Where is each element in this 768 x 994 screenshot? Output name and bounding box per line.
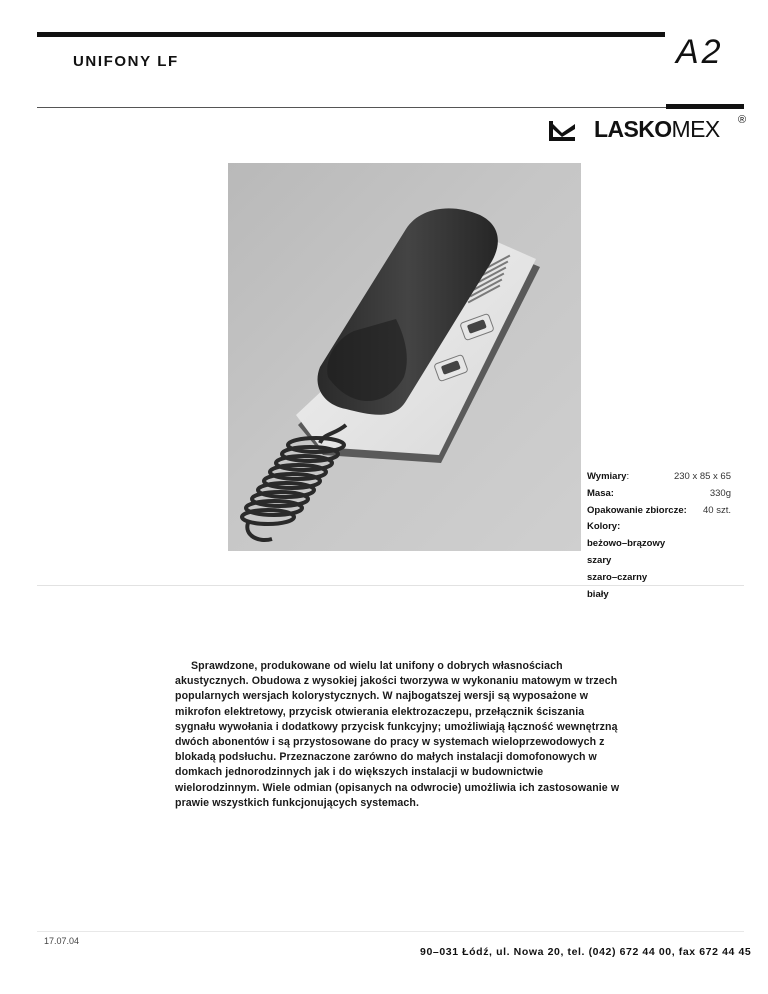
color-item: szaro–czarny xyxy=(587,571,648,583)
spec-separator: : xyxy=(626,471,630,482)
brand-name-regular: MEX xyxy=(671,116,720,142)
brand-name-bold: LASKO xyxy=(594,116,672,142)
page-title: UNIFONY LF xyxy=(73,53,179,70)
brand-wordmark xyxy=(594,116,720,143)
spec-row-mass xyxy=(587,486,731,503)
colors-label: Kolory: xyxy=(587,521,621,533)
spec-value: 40 szt. xyxy=(703,504,731,516)
color-item: beżowo–brązowy xyxy=(587,538,666,550)
registered-mark: ® xyxy=(738,114,747,126)
intercom-handset-image xyxy=(228,163,581,551)
spec-row-packaging xyxy=(587,503,731,520)
laskomex-logo-icon xyxy=(548,120,576,142)
color-item: szary xyxy=(587,554,612,566)
section-code-bar xyxy=(666,104,744,109)
spec-label: Opakowanie zbiorcze: xyxy=(587,504,687,516)
footer-divider xyxy=(37,931,744,932)
spec-label: Wymiary xyxy=(587,471,627,482)
product-description: Sprawdzone, produkowane od wielu lat unifony o dobrych własnościach akustycznych. Obudowa z wysokiej jakości tworzywa w wykonaniu matowym w trzech popularnych wersjach kolorystycznych. W najbogatszej wersji są wyposażone w mikrofon elektretowy, przycisk otwierania elektrozaczepu, przełącznik ściszania sygnału wywołania i dodatkowy przycisk funkcyjny; umożliwiają łączność wewnętrzną dwóch abonentów i są przystosowane do pracy w systemach wieloprzewodowych z blokadą podsłuchu. Przeznaczone zarówno do małych instalacji domofonowych w domkach jednorodzinnych jak i do większych instalacji w budownictwie wielorodzinnym. Wiele odmian (opisanych na odwrocie) umożliwia ich zastosowanie w prawie wszystkich funkcjonujących systemach. xyxy=(175,660,620,809)
header-divider xyxy=(37,107,744,108)
spec-value: 330g xyxy=(709,487,731,499)
top-rule xyxy=(37,32,665,37)
company-address: 90–031 Łódź, ul. Nowa 20, tel. (042) 672 44 00, fax 672 44 45 xyxy=(420,946,752,958)
document-date: 17.07.04 xyxy=(44,936,80,946)
section-divider xyxy=(37,585,744,586)
color-item: biały xyxy=(587,588,609,600)
section-code: A2 xyxy=(676,33,724,71)
spec-label: Masa: xyxy=(587,487,614,499)
product-photo xyxy=(228,163,581,551)
spec-value: 230 x 85 x 65 xyxy=(673,471,731,482)
spec-row-dimensions xyxy=(587,469,731,486)
spec-block xyxy=(587,469,731,603)
